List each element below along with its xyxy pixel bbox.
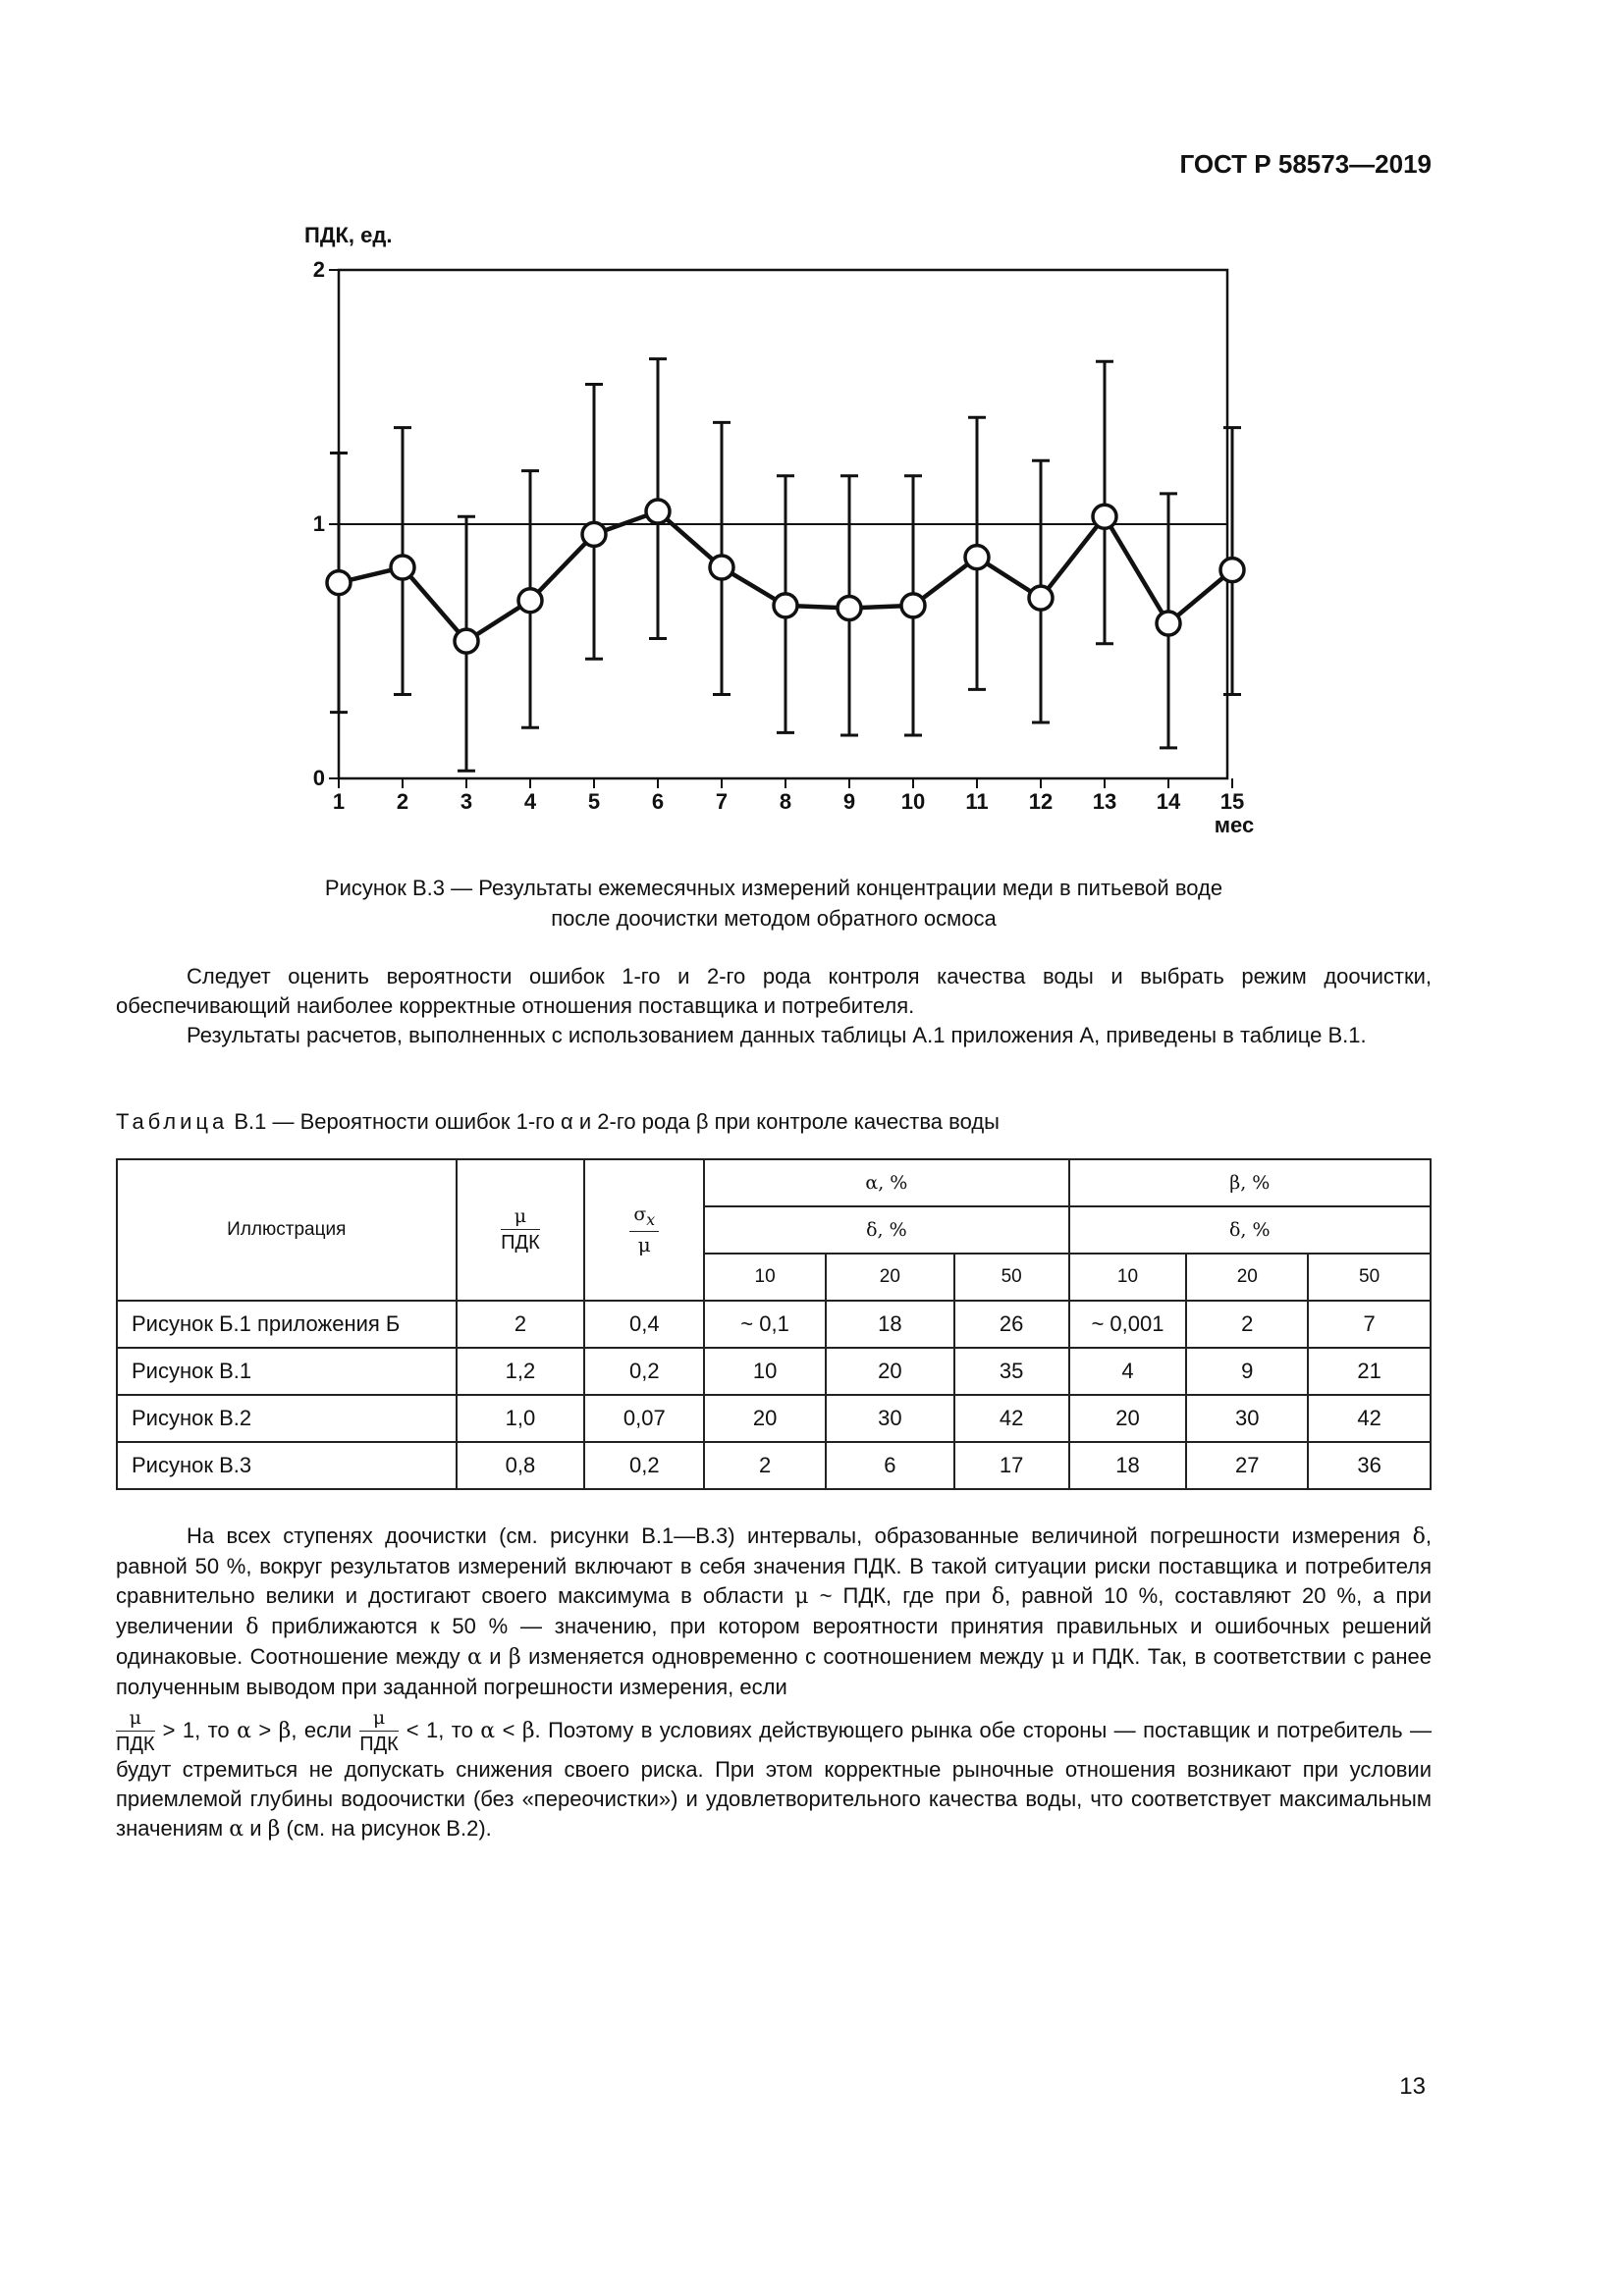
table-cell: 10 [704, 1348, 826, 1395]
paragraph-intro-2: Результаты расчетов, выполненных с использованием данных таблицы А.1 приложения А, приведены в таблице В.1. [187, 1023, 1367, 1047]
paragraph-analysis [116, 1522, 1432, 1844]
x-tick-label: 1 [332, 789, 346, 814]
data-point [710, 556, 733, 579]
data-point [1157, 612, 1180, 635]
table-cell: 9 [1186, 1348, 1308, 1395]
fraction-mu-pdk: $\frac{\mu}{\text{ПДК}}$ [116, 1707, 155, 1755]
y-tick-label: 2 [312, 257, 325, 282]
header-row-1 [117, 1159, 1431, 1206]
table-cell: 36 [1308, 1442, 1431, 1489]
table-cell: 0,07 [584, 1395, 704, 1442]
table-cell: 0,2 [584, 1442, 704, 1489]
header-sigma-mu [584, 1159, 704, 1301]
header-pdk: ПДК [501, 1231, 540, 1254]
data-point [838, 596, 861, 619]
table-cell: Рисунок В.3 [117, 1442, 457, 1489]
table-cell: 4 [1069, 1348, 1187, 1395]
data-point [1029, 586, 1053, 610]
table-cell: 17 [954, 1442, 1069, 1489]
data-point [1220, 559, 1244, 582]
table-cell: 0,8 [457, 1442, 585, 1489]
table-caption [116, 1109, 1000, 1135]
x-tick-label: 12 [1028, 789, 1054, 814]
results-table [116, 1158, 1432, 1490]
x-tick-label: 5 [587, 789, 601, 814]
header-alpha: α, % [704, 1159, 1068, 1206]
paragraph-analysis-2: $\frac{\mu}{\text{ПДК}}$ > 1, то α > β, если $\frac{\mu}{\text{ПДК}}$ < 1, то α < β. Поэтому в условиях действующего рынка обе стороны — поставщик и потребитель — будут стремиться не допускать снижения своего риска. При этом корректные рыночные отношения возникают при условии приемлемой глубины водоочистки (без «переочистки») и удовлетворительного качества воды, что соответствует максимальным значениям α и β (см. на рисунок В.2). [116, 1707, 1432, 1842]
y-tick-label: 1 [312, 511, 325, 536]
table-cell: 7 [1308, 1301, 1431, 1348]
table-cell: 21 [1308, 1348, 1431, 1395]
table-row [117, 1348, 1431, 1395]
data-point [965, 546, 989, 569]
x-tick-label: 9 [842, 789, 856, 814]
figure-chart [295, 221, 1257, 849]
caption-line-2: после доочистки методом обратного осмоса [551, 906, 997, 931]
table-cell: 2 [704, 1442, 826, 1489]
table-caption-text: В.1 — Вероятности ошибок 1-го α и 2-го рода β при контроле качества воды [228, 1109, 1000, 1134]
data-point [327, 571, 351, 595]
table-cell: 18 [1069, 1442, 1187, 1489]
x-tick-label: 10 [900, 789, 926, 814]
delta-beta-50: 50 [1308, 1254, 1431, 1301]
header-sigma-sub: x [646, 1210, 656, 1230]
document-header: ГОСТ Р 58573—2019 [1179, 149, 1432, 179]
caption-line-1: Рисунок В.3 — Результаты ежемесячных измерений концентрации меди в питьевой воде [324, 876, 1223, 900]
data-point [455, 629, 478, 653]
table-cell: 6 [826, 1442, 954, 1489]
table-cell: 30 [826, 1395, 954, 1442]
table-row [117, 1395, 1431, 1442]
x-tick-label: 6 [651, 789, 665, 814]
header-beta: β, % [1069, 1159, 1431, 1206]
data-point [582, 522, 606, 546]
table-cell: Рисунок В.1 [117, 1348, 457, 1395]
table-cell: ~ 0,001 [1069, 1301, 1187, 1348]
x-tick-label: 4 [523, 789, 537, 814]
page-number: 13 [1399, 2073, 1426, 2100]
table-row [117, 1442, 1431, 1489]
header-delta-alpha: δ, % [704, 1206, 1068, 1254]
paragraph-intro-1: Следует оценить вероятности ошибок 1-го и 2-го рода контроля качества воды и выбрать режим доочистки, обеспечивающий наиболее корректные отношения поставщика и потребителя. [116, 964, 1432, 1018]
delta-alpha-20: 20 [826, 1254, 954, 1301]
table-cell: 2 [1186, 1301, 1308, 1348]
data-point [518, 589, 542, 613]
header-sigma: σ [633, 1203, 647, 1226]
table-cell: 0,4 [584, 1301, 704, 1348]
table-cell: 1,0 [457, 1395, 585, 1442]
header-mu-pdk [457, 1159, 585, 1301]
y-tick-label: 0 [312, 766, 325, 790]
table-cell: ~ 0,1 [704, 1301, 826, 1348]
data-point [774, 594, 797, 617]
table-cell: 26 [954, 1301, 1069, 1348]
data-point [391, 556, 414, 579]
x-tick-label: 2 [396, 789, 409, 814]
table-cell: 18 [826, 1301, 954, 1348]
fraction-mu-pdk-2: $\frac{\mu}{\text{ПДК}}$ [359, 1707, 399, 1755]
table-cell: 0,2 [584, 1348, 704, 1395]
delta-alpha-10: 10 [704, 1254, 826, 1301]
figure-caption [118, 873, 1430, 934]
table-cell: 42 [1308, 1395, 1431, 1442]
x-tick-label: 3 [460, 789, 473, 814]
table-cell: 27 [1186, 1442, 1308, 1489]
header-mu: μ [501, 1206, 540, 1230]
table-cell: Рисунок В.2 [117, 1395, 457, 1442]
delta-beta-10: 10 [1069, 1254, 1187, 1301]
header-illustration: Иллюстрация [117, 1159, 457, 1301]
table-cell: 1,2 [457, 1348, 585, 1395]
x-tick-label: 7 [715, 789, 729, 814]
table-cell: Рисунок Б.1 приложения Б [117, 1301, 457, 1348]
data-point [901, 594, 925, 617]
x-axis-label: мес [1214, 813, 1255, 837]
x-tick-label: 11 [965, 789, 989, 814]
header-delta-beta: δ, % [1069, 1206, 1431, 1254]
x-tick-label: 8 [779, 789, 792, 814]
table-row [117, 1301, 1431, 1348]
table-cell: 2 [457, 1301, 585, 1348]
table-cell: 20 [1069, 1395, 1187, 1442]
x-tick-label: 14 [1156, 789, 1181, 814]
paragraph-analysis-1: На всех ступенях доочистки (см. рисунки В.1—В.3) интервалы, образованные величиной погрешности измерения δ, равной 50 %, вокруг результатов измерений включают в себя значения ПДК. В такой ситуации риски поставщика и потребителя сравнительно велики и достигают своего максимума в области μ ~ ПДК, где при δ, равной 10 %, составляют 20 %, а при увеличении δ приближаются к 50 % — значению, при котором вероятности принятия правильных и ошибочных решений одинаковые. Соотношение между α и β изменяется одновременно с соотношением между μ и ПДК. Так, в соответствии с ранее полученным выводом при заданной погрешности измерения, если [116, 1523, 1433, 1699]
x-tick-label: 13 [1092, 789, 1117, 814]
table-cell: 35 [954, 1348, 1069, 1395]
table-cell: 20 [826, 1348, 954, 1395]
paragraph-intro [116, 962, 1432, 1050]
table-cell: 42 [954, 1395, 1069, 1442]
data-point [1093, 505, 1116, 528]
table-cell: 20 [704, 1395, 826, 1442]
data-point [646, 500, 670, 523]
y-axis-label: ПДК, ед. [304, 223, 393, 247]
x-tick-label: 15 [1219, 789, 1245, 814]
header-mu-2: μ [637, 1232, 651, 1256]
table-cell: 30 [1186, 1395, 1308, 1442]
table-caption-label: Таблица [116, 1109, 229, 1134]
delta-beta-20: 20 [1186, 1254, 1308, 1301]
delta-alpha-50: 50 [954, 1254, 1069, 1301]
